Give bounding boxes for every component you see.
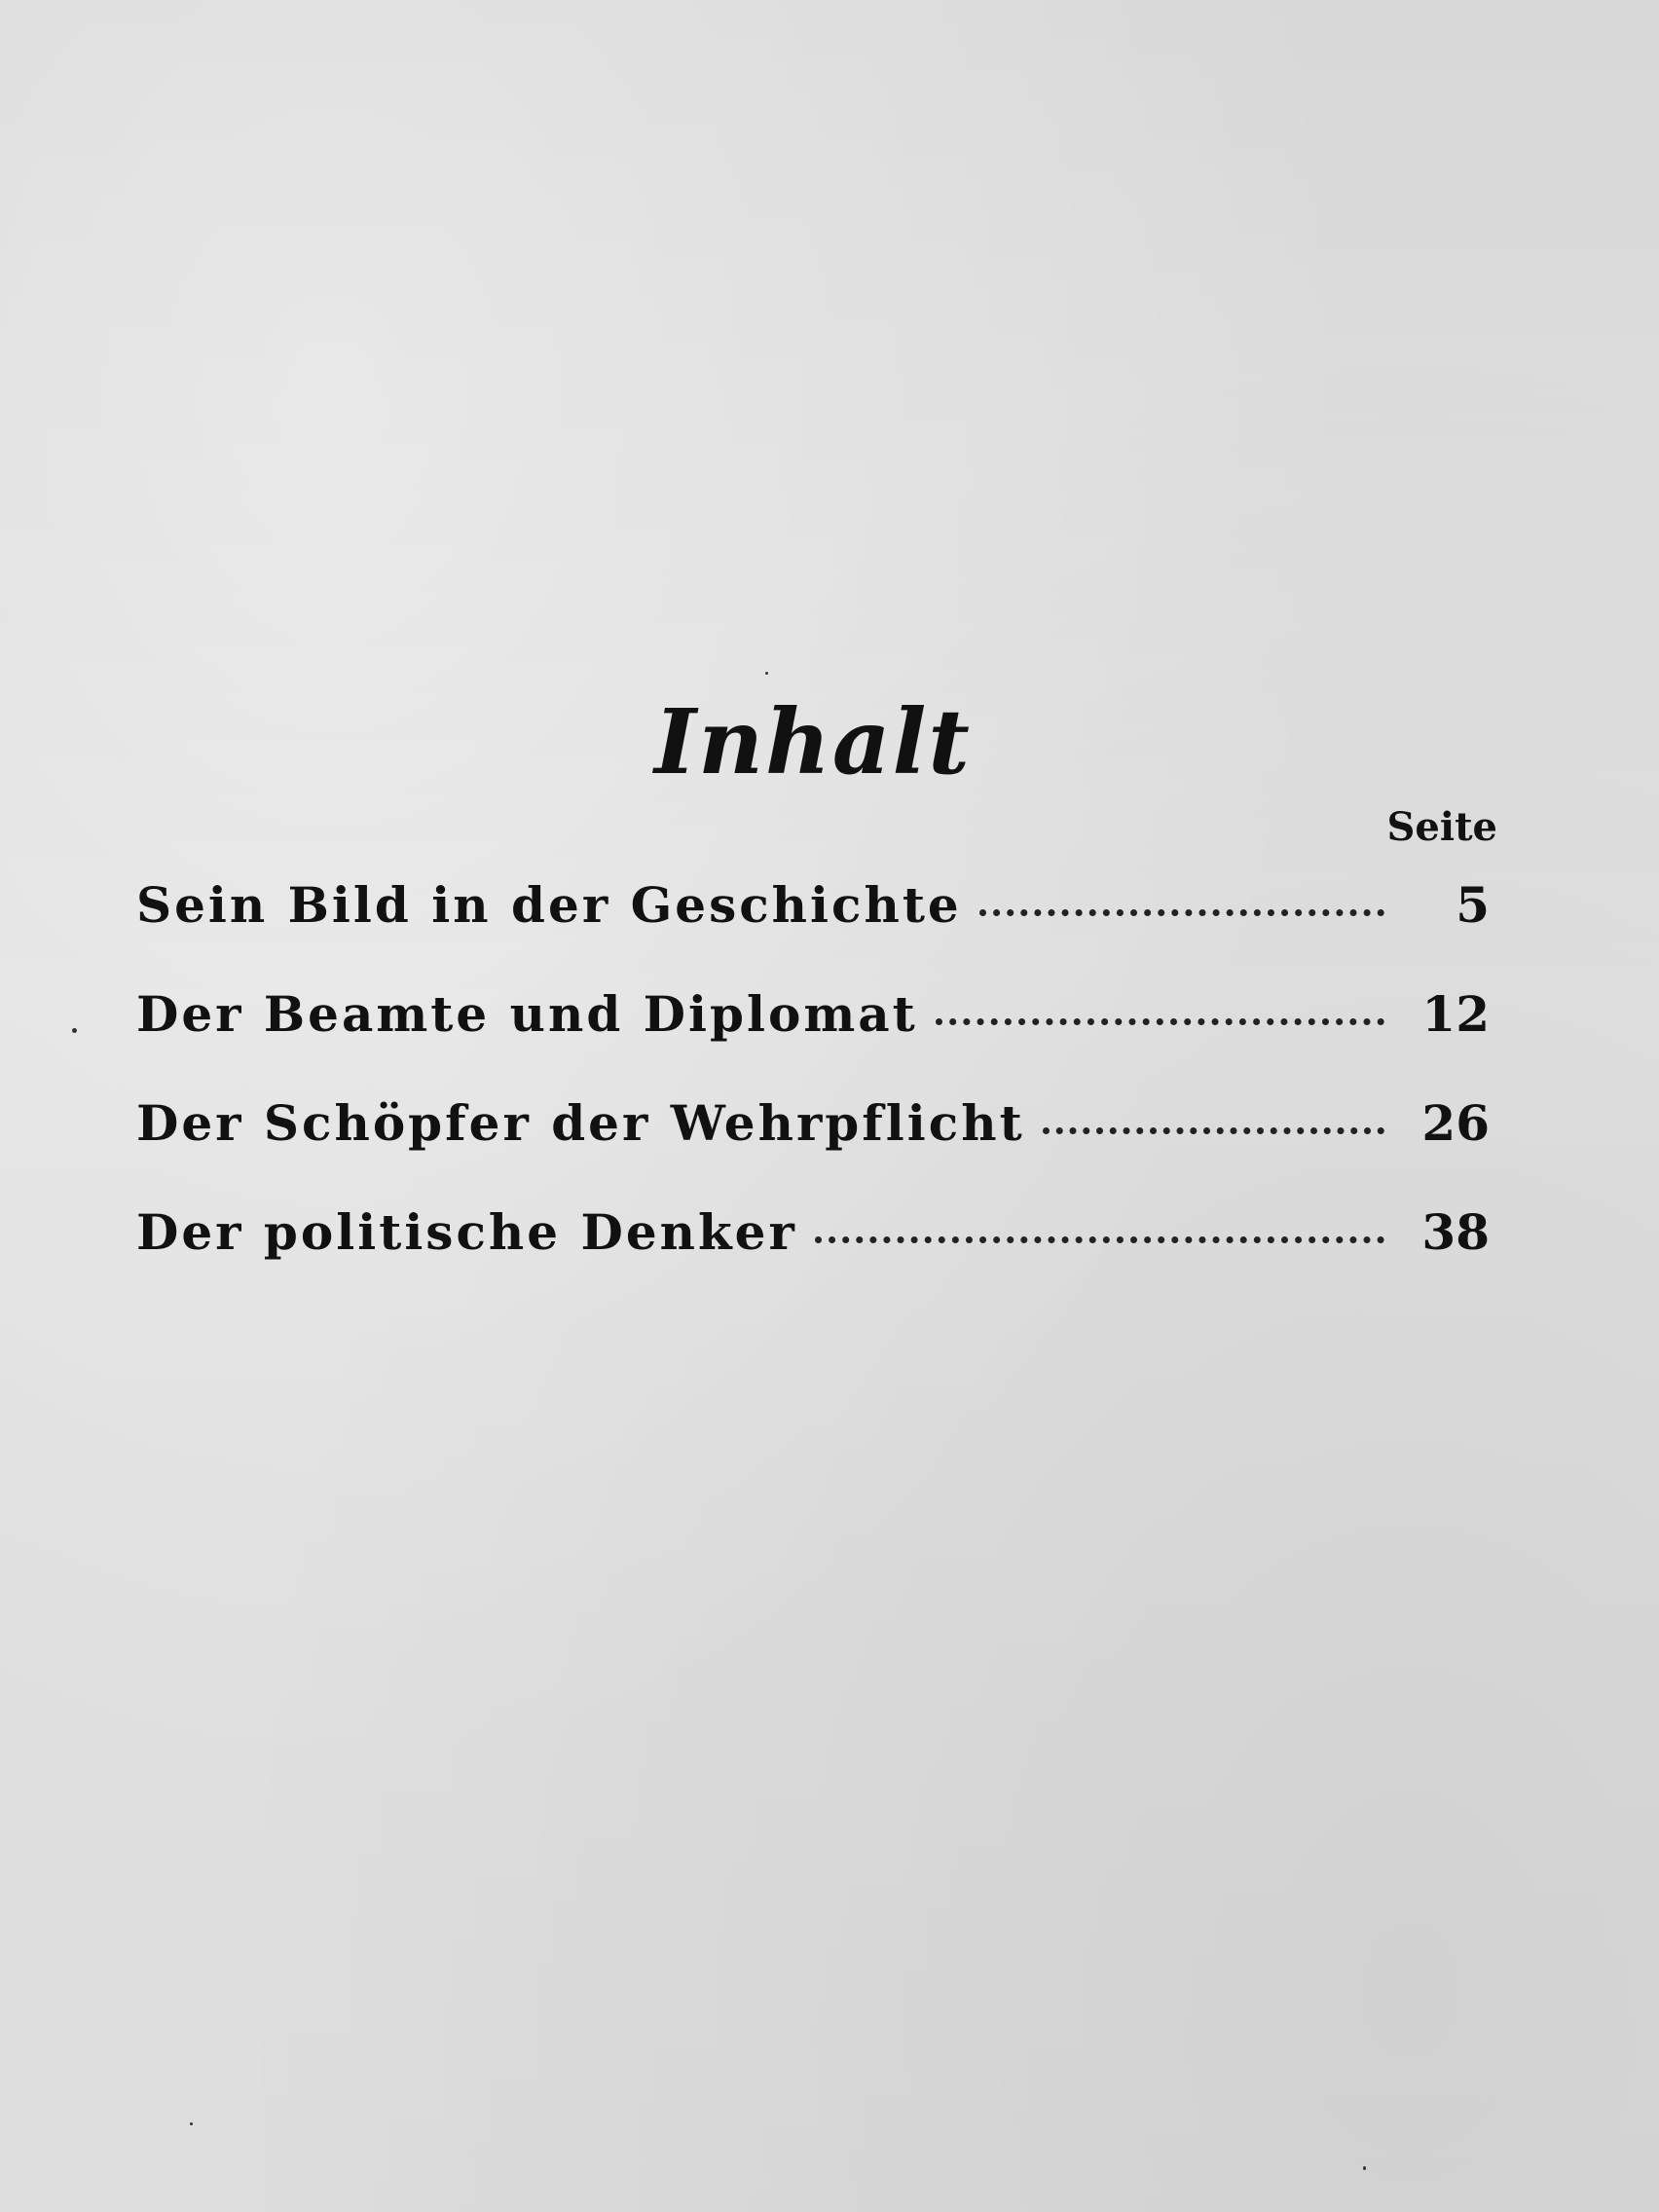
toc-entry-title: Der Beamte und Diplomat: [136, 985, 918, 1043]
toc-entry-title: Der politische Denker: [136, 1203, 797, 1261]
dot-leader: [815, 1236, 1384, 1243]
paper-speck: [190, 2122, 193, 2125]
toc-entry: [136, 985, 1490, 1094]
dot-leader: [936, 1018, 1384, 1025]
dot-leader: [979, 909, 1384, 916]
toc-entry-title: Der Schöpfer der Wehrpflicht: [136, 1094, 1025, 1152]
paper-speck: [72, 1028, 77, 1033]
paper-speck: [765, 672, 768, 675]
page-column-header: Seite: [1386, 804, 1497, 850]
toc-entry: [136, 876, 1490, 985]
page-title: Inhalt: [654, 689, 972, 794]
table-of-contents: [136, 876, 1490, 1312]
paper-speck: [1363, 2166, 1366, 2170]
toc-entry-title: Sein Bild in der Geschichte: [136, 876, 962, 934]
toc-entry: [136, 1203, 1490, 1312]
dot-leader: [1043, 1127, 1384, 1134]
toc-entry-page: 26: [1421, 1094, 1490, 1152]
toc-entry-page: 12: [1421, 985, 1490, 1043]
toc-entry: [136, 1094, 1490, 1203]
toc-entry-page: 38: [1421, 1203, 1490, 1261]
toc-entry-page: 5: [1456, 876, 1490, 934]
